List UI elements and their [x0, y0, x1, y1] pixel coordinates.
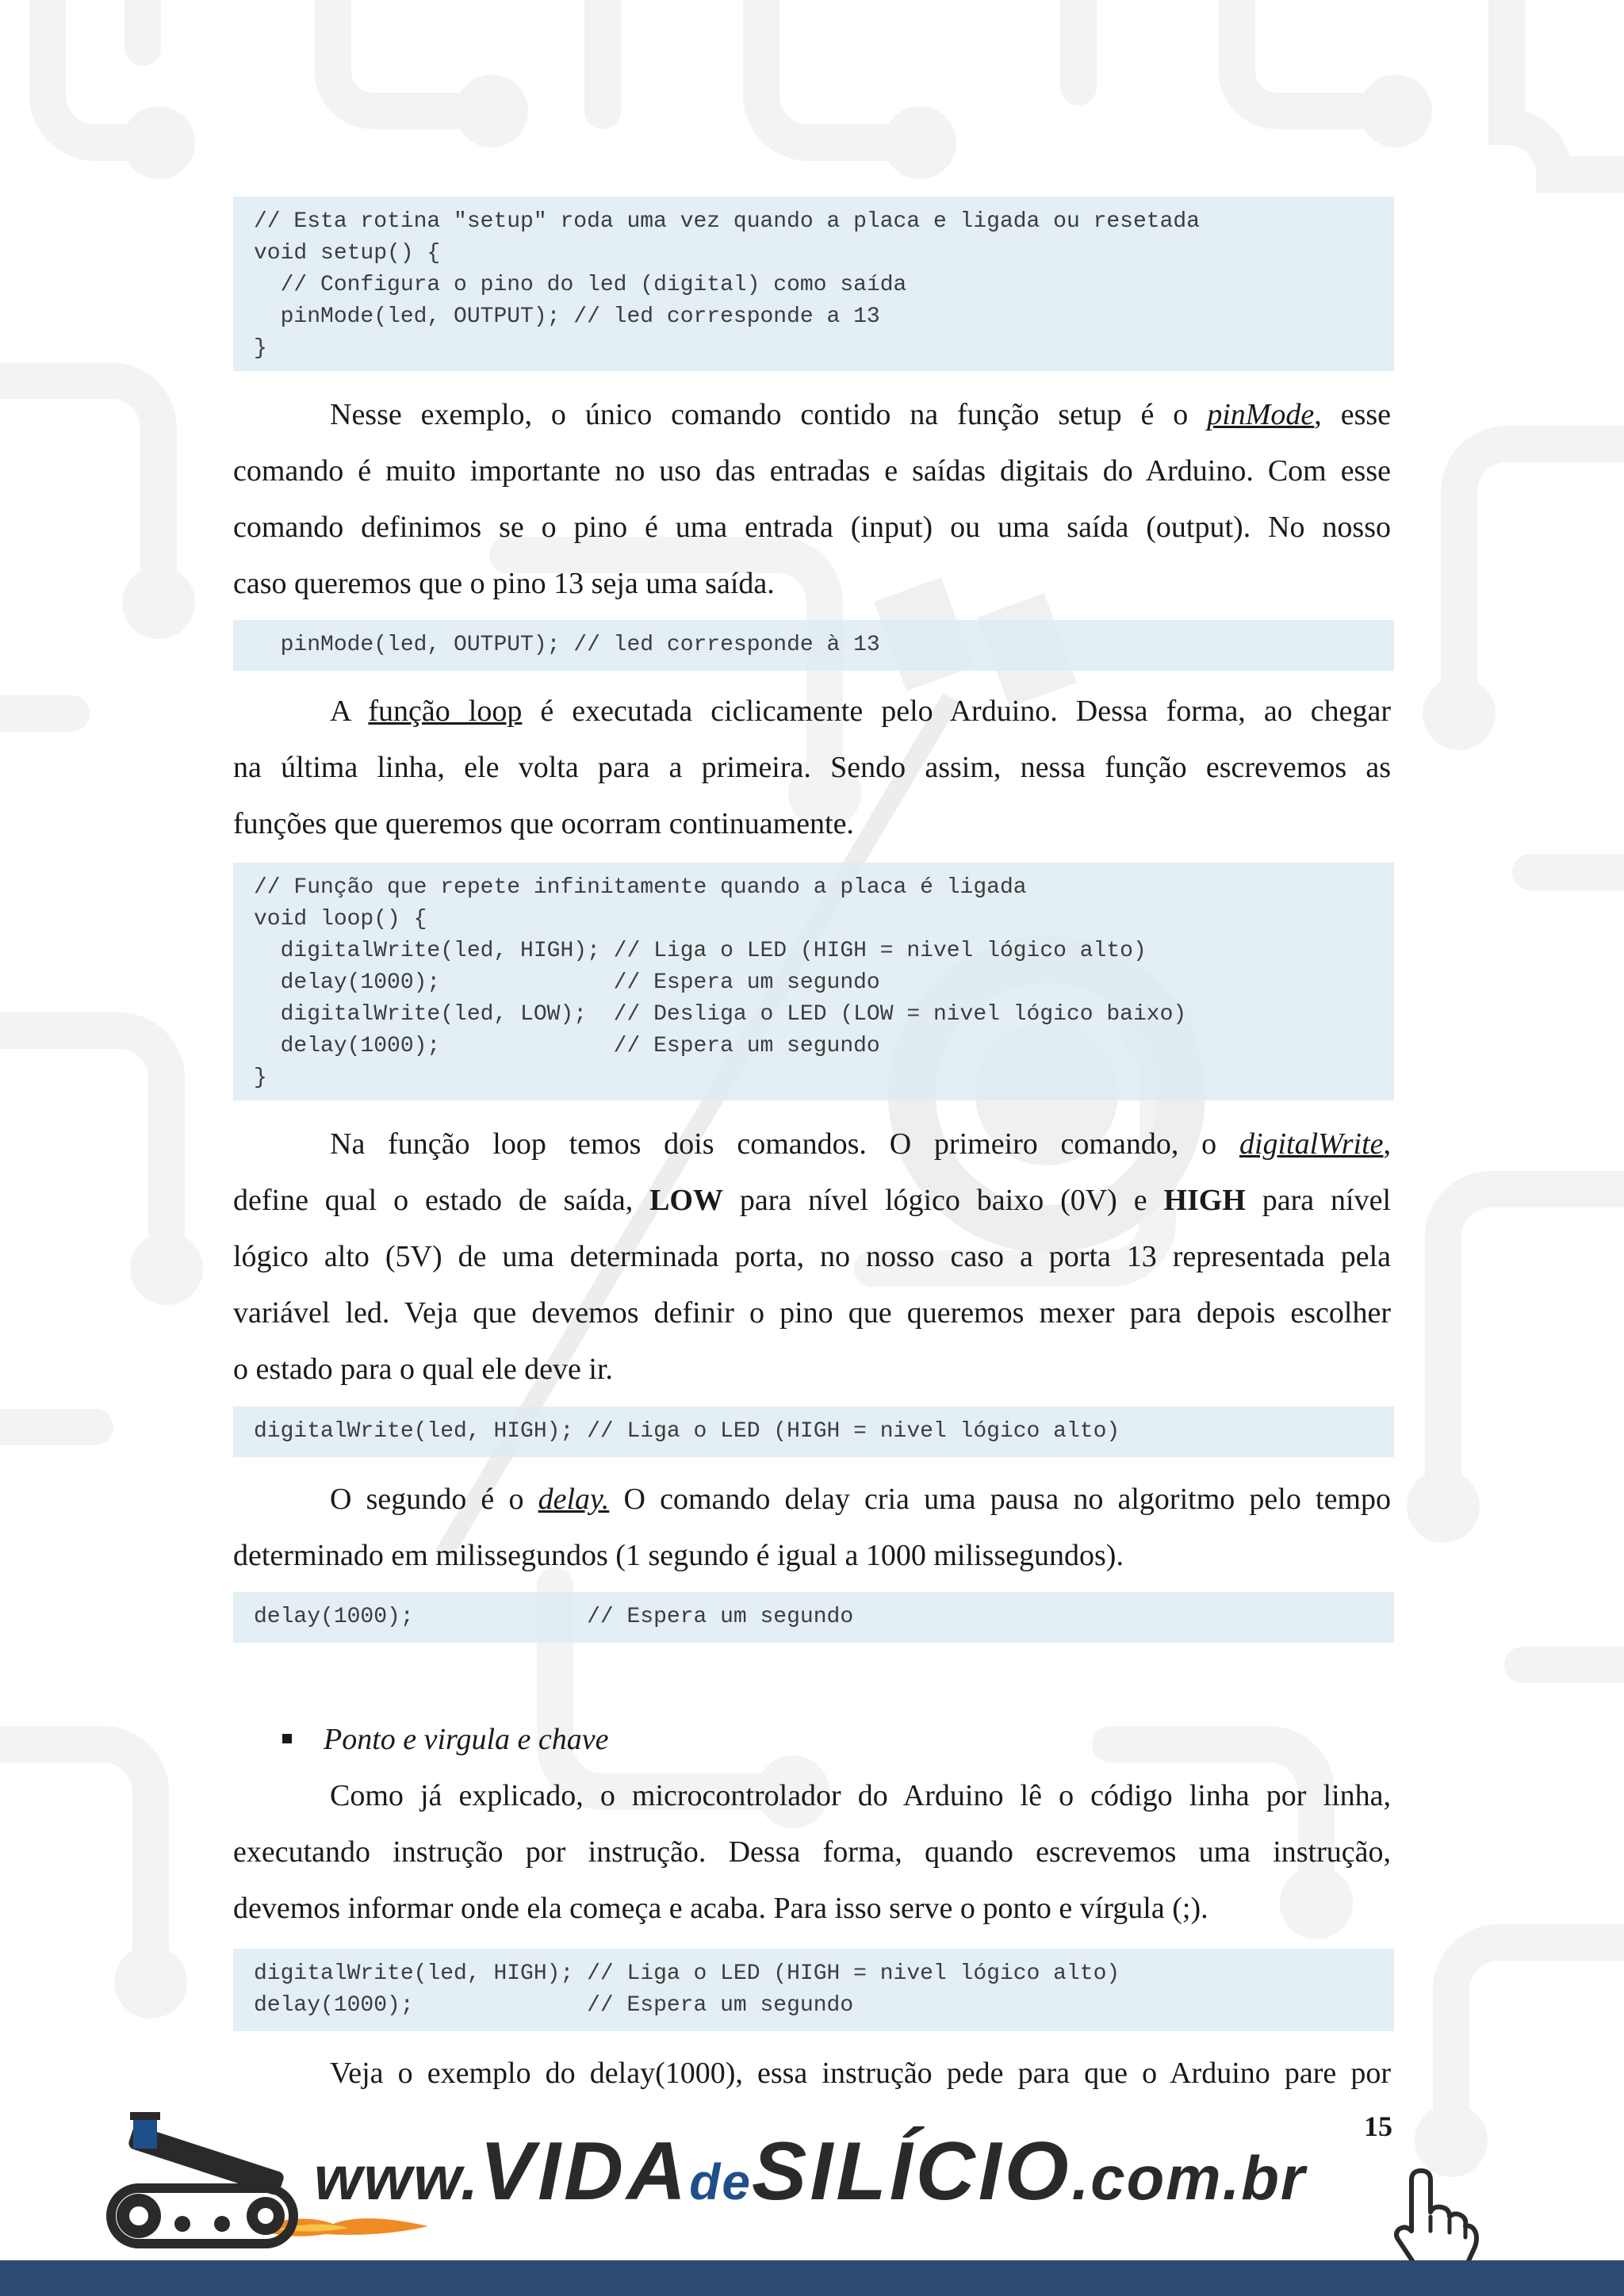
- low-keyword: LOW: [649, 1184, 723, 1217]
- text: define qual o estado de saída,: [233, 1184, 650, 1217]
- text: Nesse exemplo, o único comando contido na função setup é o: [330, 398, 1208, 431]
- paragraph-semicolon: [233, 1768, 1391, 1937]
- logo-vida: VIDA: [479, 2126, 690, 2218]
- text-line: na última linha, ele volta para a primeira. Sendo assim, nessa função escrevemos as: [233, 751, 1391, 784]
- text: O comando delay cria uma pausa no algoritmo pelo tempo: [609, 1483, 1391, 1516]
- text: para nível: [1245, 1184, 1392, 1217]
- code-line: delay(1000); // Espera um segundo: [254, 970, 880, 995]
- code-line: void setup() {: [254, 241, 441, 266]
- logo-domain: .com.br: [1071, 2143, 1307, 2213]
- text-line: caso queremos que o pino 13 seja uma saída.: [233, 567, 775, 600]
- text-line: funções que queremos que ocorram continuamente.: [233, 807, 854, 840]
- code-line: void loop() {: [254, 907, 427, 932]
- code-line: digitalWrite(led, HIGH); // Liga o LED (HIGH = nivel lógico alto): [254, 939, 1147, 963]
- page-number: 15: [1364, 2110, 1392, 2142]
- paragraph-digitalwrite: [233, 1116, 1391, 1398]
- site-logo: [314, 2126, 1307, 2218]
- code-line: }: [254, 1066, 267, 1090]
- text: para nível lógico baixo (0V) e: [722, 1184, 1164, 1217]
- bullet-heading: [282, 1716, 608, 1763]
- code-block-pinmode: [233, 620, 1394, 671]
- code-line: pinMode(led, OUTPUT); // led corresponde a 13: [254, 304, 880, 329]
- code-line: digitalWrite(led, LOW); // Desliga o LED (LOW = nivel lógico baixo): [254, 1002, 1187, 1027]
- bullet-square-icon: [282, 1734, 292, 1743]
- logo-silicio: SILÍCIO: [751, 2126, 1072, 2218]
- code-line: delay(1000); // Espera um segundo: [254, 1605, 854, 1629]
- pinmode-link[interactable]: pinMode: [1207, 398, 1315, 431]
- text-line: executando instrução por instrução. Dessa forma, quando escrevemos uma instrução,: [233, 1835, 1391, 1869]
- text-line: comando é muito importante no uso das entradas e saídas digitais do Arduino. Com esse: [233, 454, 1391, 488]
- code-block-delay: [233, 1592, 1394, 1643]
- text-line: determinado em milissegundos (1 segundo é igual a 1000 milissegundos).: [233, 1539, 1124, 1572]
- code-line: delay(1000); // Espera um segundo: [254, 1993, 854, 2018]
- code-line: // Esta rotina "setup" roda uma vez quando a placa e ligada ou resetada: [254, 209, 1200, 234]
- paragraph-loop: [233, 683, 1391, 852]
- text: A: [330, 695, 369, 728]
- code-block-setup: [233, 197, 1394, 371]
- code-line: digitalWrite(led, HIGH); // Liga o LED (HIGH = nivel lógico alto): [254, 1961, 1120, 1986]
- code-line: }: [254, 336, 267, 361]
- code-block-loop: [233, 863, 1394, 1100]
- bullet-text: Ponto e virgula e chave: [324, 1723, 609, 1756]
- code-line: delay(1000); // Espera um segundo: [254, 1034, 880, 1058]
- logo-www: www.: [314, 2143, 480, 2213]
- code-block-semicolon: [233, 1949, 1394, 2031]
- text: Na função loop temos dois comandos. O primeiro comando, o: [330, 1127, 1239, 1161]
- code-block-digitalwrite: [233, 1406, 1394, 1457]
- text-line: variável led. Veja que devemos definir o pino que queremos mexer para depois escolher: [233, 1296, 1391, 1330]
- text-line: lógico alto (5V) de uma determinada porta, no nosso caso a porta 13 representada pela: [233, 1240, 1391, 1273]
- text-line: comando definimos se o pino é uma entrada (input) ou uma saída (output). No nosso: [233, 511, 1391, 544]
- text: , esse: [1314, 398, 1392, 431]
- high-keyword: HIGH: [1163, 1184, 1246, 1217]
- text-line: o estado para o qual ele deve ir.: [233, 1353, 614, 1386]
- text-line: devemos informar onde ela começa e acaba. Para isso serve o ponto e vírgula (;).: [233, 1892, 1208, 1925]
- funcao-loop-link[interactable]: função loop: [368, 695, 523, 728]
- text-line: Veja o exemplo do delay(1000), essa instrução pede para que o Arduino pare por: [330, 2057, 1391, 2090]
- delay-link[interactable]: delay.: [538, 1483, 610, 1516]
- code-line: // Configura o pino do led (digital) como saída: [254, 273, 907, 297]
- paragraph-pinmode: [233, 387, 1391, 612]
- digitalwrite-link[interactable]: digitalWrite: [1239, 1127, 1384, 1161]
- code-line: pinMode(led, OUTPUT); // led corresponde à 13: [254, 633, 880, 657]
- text: é executada ciclicamente pelo Arduino. Dessa forma, ao chegar: [522, 695, 1391, 728]
- pointing-hand-icon: [1388, 2164, 1483, 2275]
- text: ,: [1383, 1127, 1391, 1161]
- footer-bar: [0, 2260, 1624, 2296]
- logo-de: de: [689, 2153, 752, 2210]
- code-line: // Função que repete infinitamente quando a placa é ligada: [254, 875, 1027, 900]
- paragraph-delay: [233, 1471, 1391, 1584]
- text: O segundo é o: [330, 1483, 538, 1516]
- text-line: Como já explicado, o microcontrolador do Arduino lê o código linha por linha,: [330, 1779, 1391, 1812]
- code-line: digitalWrite(led, HIGH); // Liga o LED (HIGH = nivel lógico alto): [254, 1419, 1120, 1444]
